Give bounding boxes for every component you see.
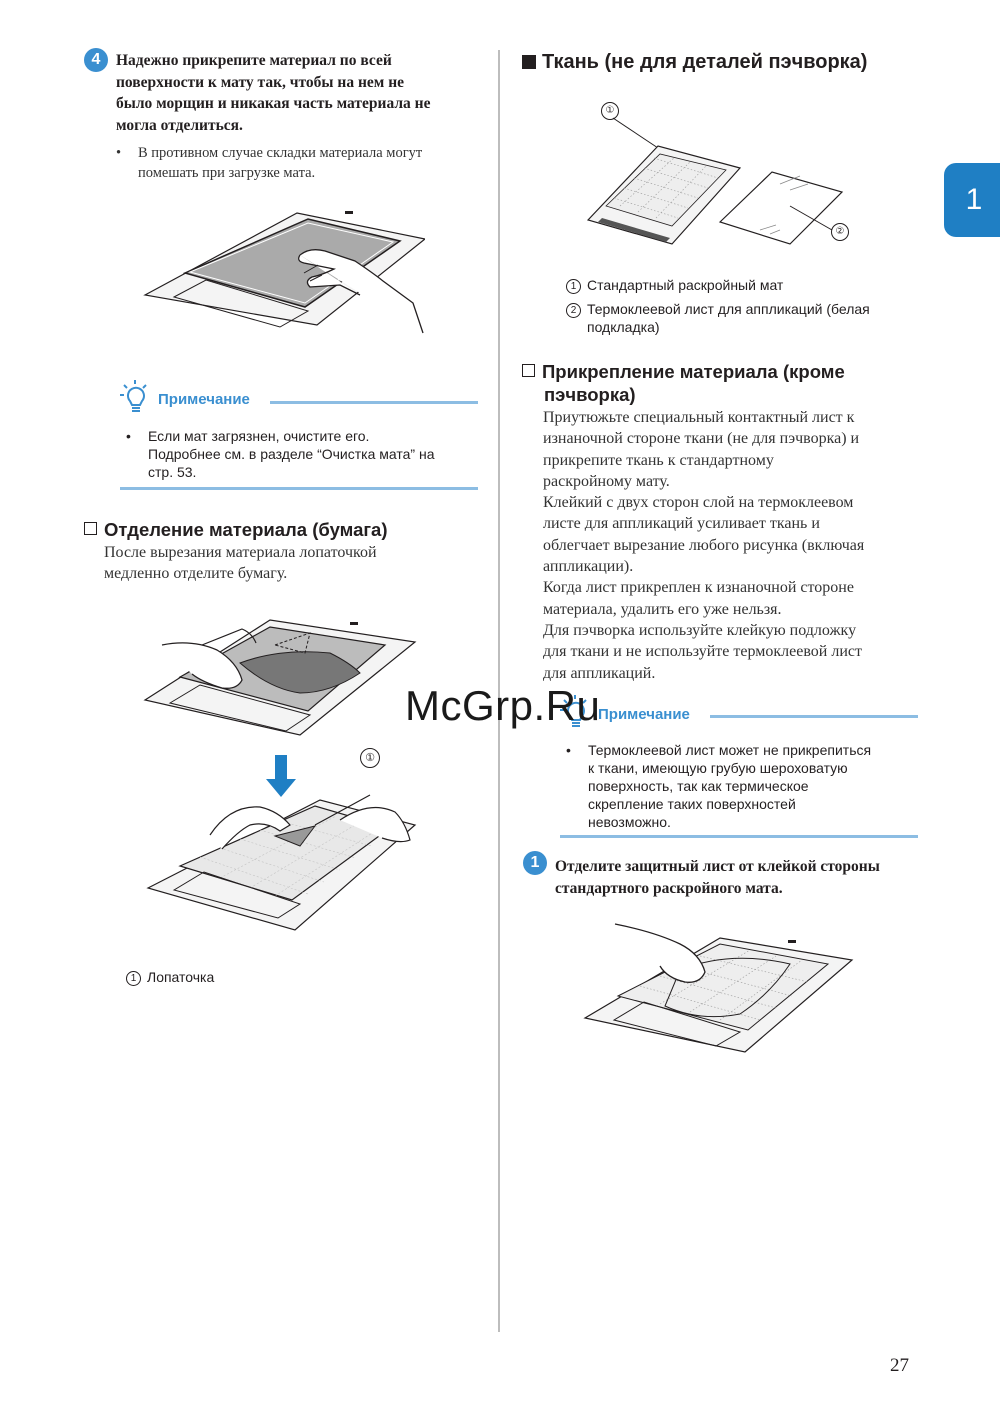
section-attach-title: Прикрепление материала (кроме пэчворка) (522, 360, 845, 406)
note-2-header: Примечание (558, 700, 918, 730)
note-1-bottom-rule (120, 487, 478, 490)
caption-applique-sheet: 2 Термоклеевой лист для аппликаций (белая подкладка) (566, 300, 926, 336)
watermark: McGrp.Ru (405, 682, 601, 729)
protective-sheet-illustration (580, 920, 855, 1055)
step-1-number: 1 (523, 851, 547, 875)
step-1-instruction: Отделите защитный лист от клейкой стороны стандартного раскройного мата. (555, 858, 880, 897)
section-attach-body: Приутюжьте специальный контактный лист к изнаночной стороне ткани (не для пэчворка) и прикрепите ткань к стандартному раскройному мату. Клейкий с двух сторон слой на термоклеевом листе для аппликаций усиливает ткань и облегчает вырезание любого рисунка (включая аппликации). Когда лист прикреплен к изнаночной стороне материала, удалить его уже нельзя. Для пэчворка используйте клейкую подложку для ткани и не используйте термоклеевой лист для аппликаций. (543, 409, 865, 682)
mat-callout: ① (601, 102, 619, 120)
caption-standard-mat: 1 Стандартный раскройный мат (566, 276, 783, 294)
sheet-callout: ② (831, 223, 849, 241)
checkbox-icon (522, 364, 535, 377)
section-fabric-title: Ткань (не для деталей пэчворка) (522, 51, 867, 74)
spatula-callout: ① (360, 748, 380, 768)
spatula-illustration (140, 770, 425, 935)
note-1-header: Примечание (118, 385, 478, 415)
mat-and-sheet-illustration (580, 110, 845, 250)
section-paper-body: После вырезания материала лопаточкой медленно отделите бумагу. (104, 544, 377, 583)
mat-smoothing-illustration (140, 205, 425, 340)
square-bullet-icon (522, 55, 536, 69)
lightbulb-icon (118, 379, 154, 415)
note-2-bottom-rule (560, 835, 918, 838)
checkbox-icon (84, 522, 97, 535)
section-paper-title: Отделение материала (бумага) (84, 518, 388, 541)
paper-peeling-illustration (140, 605, 420, 740)
spatula-caption: 1 Лопаточка (126, 968, 214, 986)
step-4-number: 4 (84, 48, 108, 72)
step-4-instruction: Надежно прикрепите материал по всей поверхности к мату так, чтобы на нем не было морщин и никакая часть материала не могла отделиться. (116, 52, 431, 134)
chapter-tab[interactable]: 1 (944, 163, 1000, 237)
page-number: 27 (890, 1355, 909, 1376)
